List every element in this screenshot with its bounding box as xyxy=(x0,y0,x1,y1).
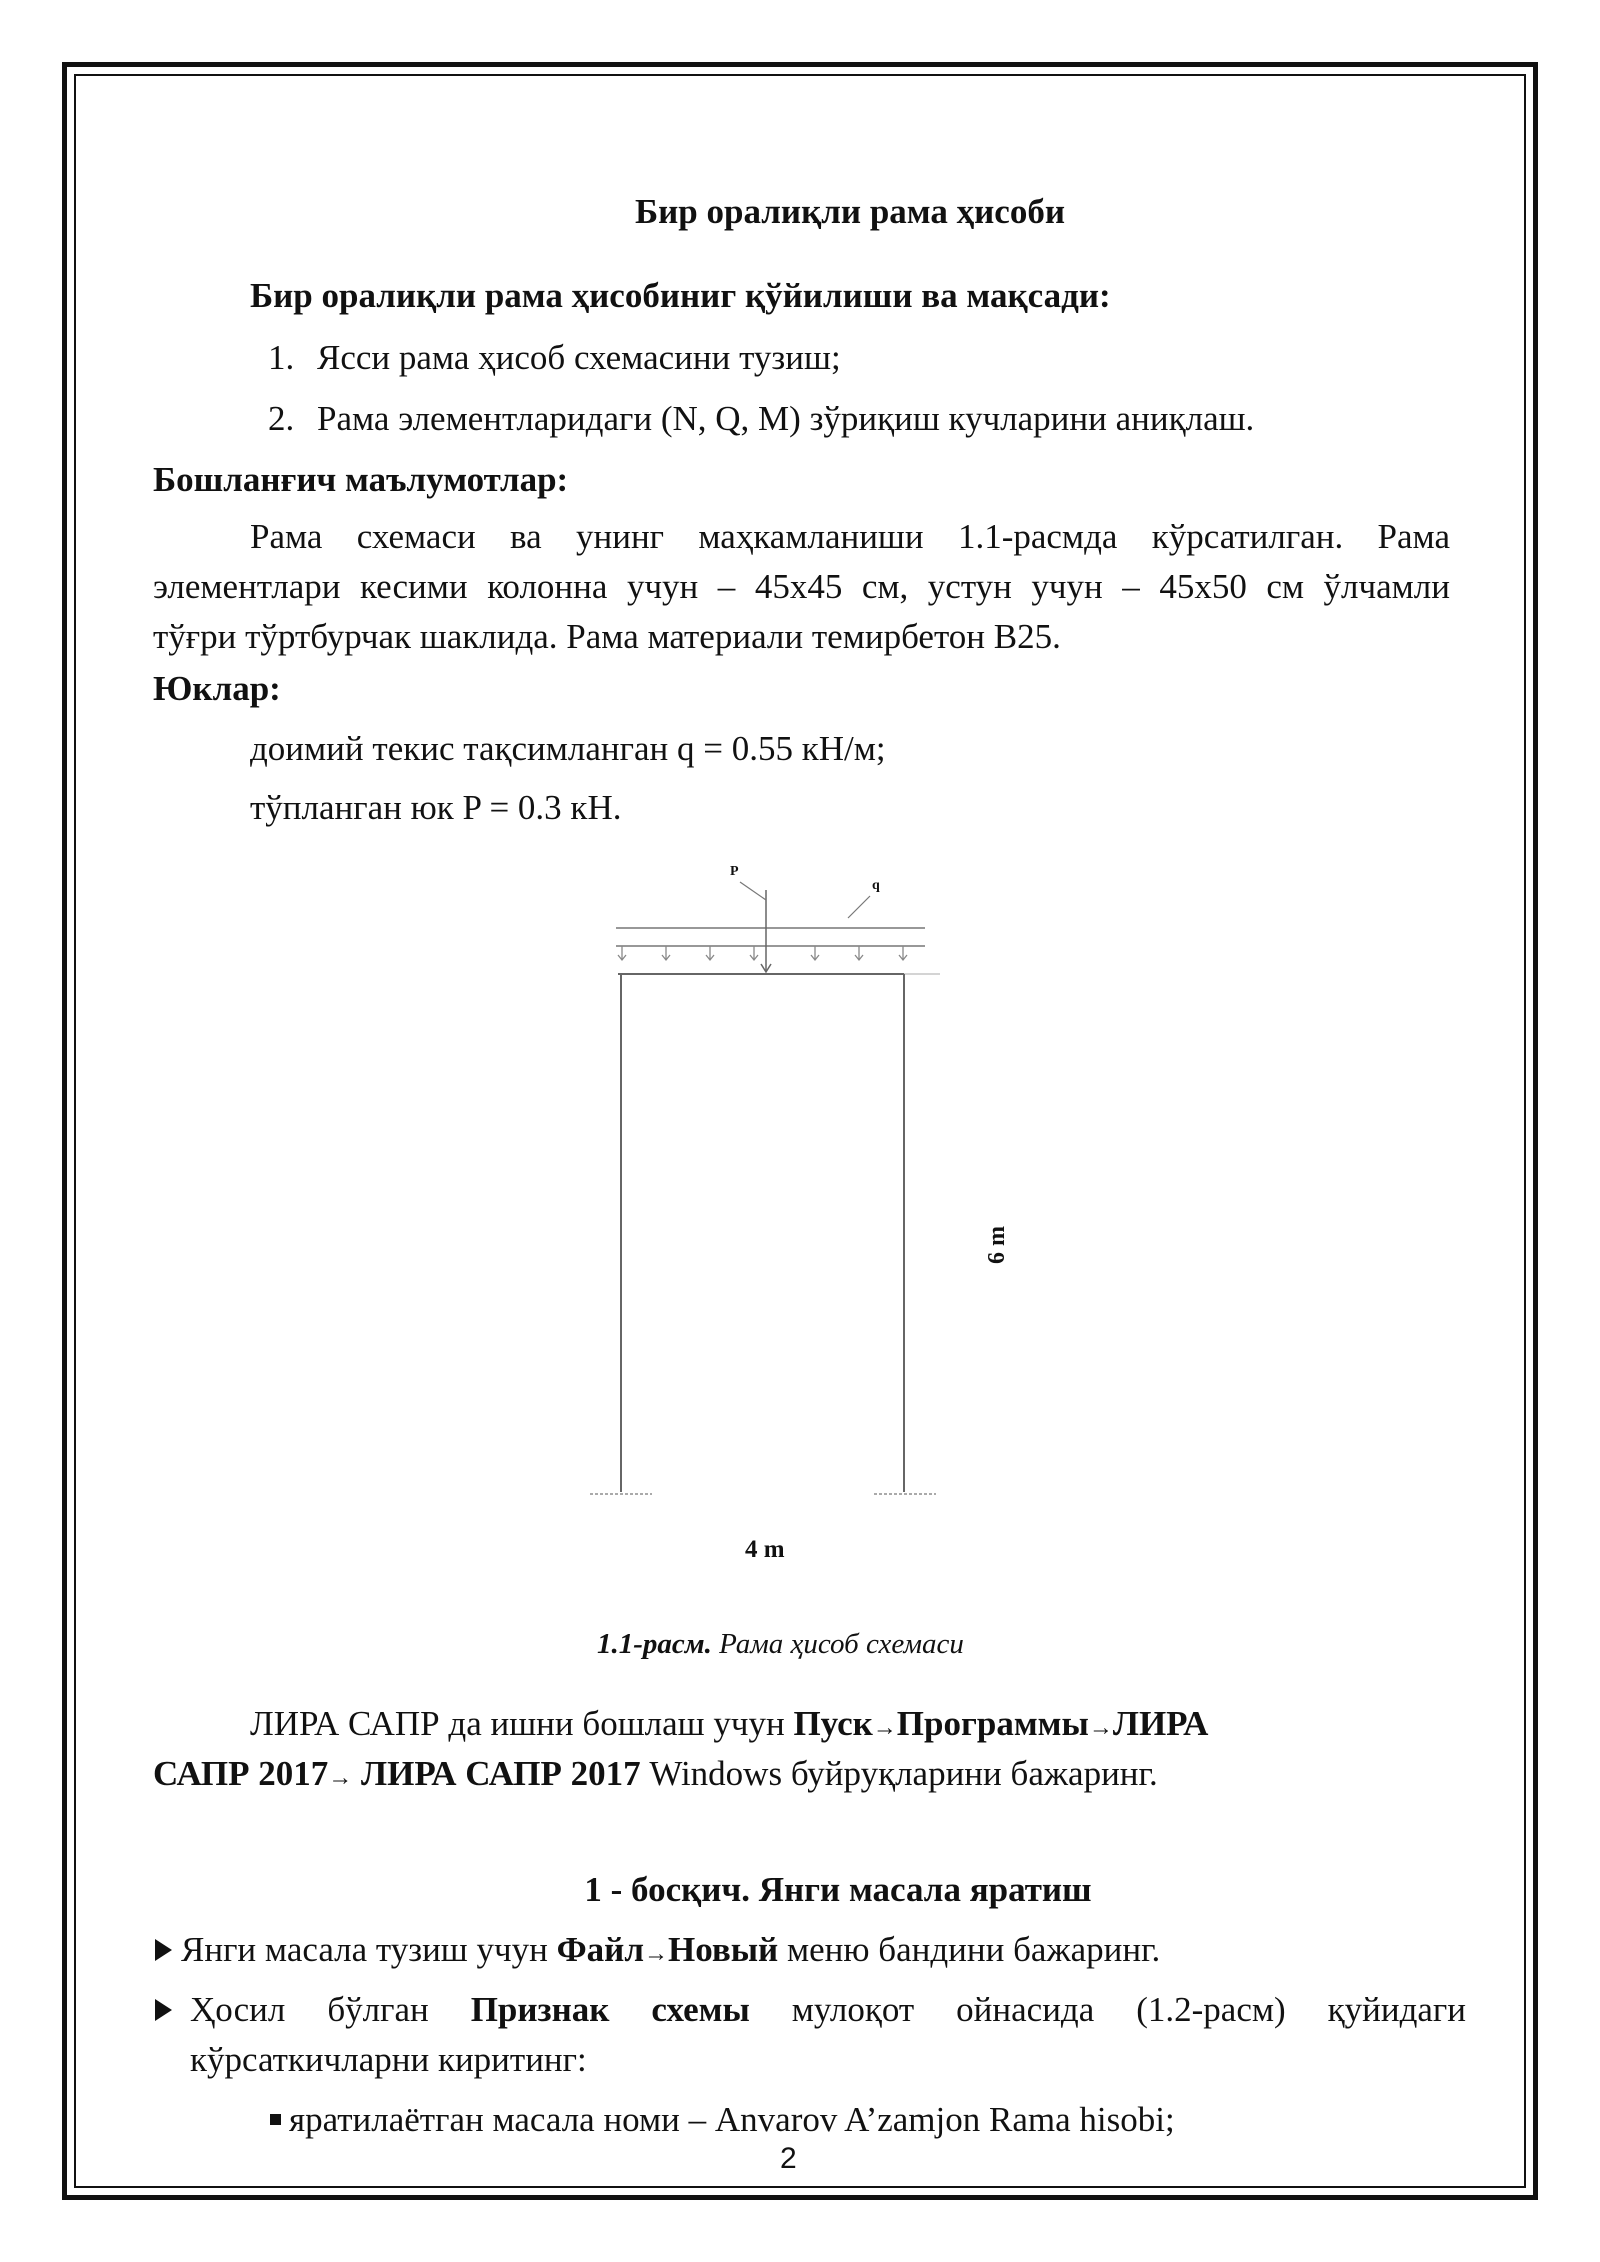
bullet-text: мулоқот ойнасида (1.2-расм) қуйидаги xyxy=(749,1990,1467,2029)
launch-text: Windows буйруқларини бажаринг. xyxy=(640,1754,1158,1793)
page-number: 2 xyxy=(780,2142,797,2175)
sub-item-text: яратилаётган масала номи – Anvarov A’zamjon Rama hisobi; xyxy=(289,2100,1175,2139)
span-dimension-label: 4 m xyxy=(745,1536,785,1563)
document-title: Бир оралиқли рама ҳисоби xyxy=(635,192,1065,231)
load-distributed: доимий текис тақсимланган q = 0.55 кН/м; xyxy=(250,729,886,768)
launch-line-2 xyxy=(153,1750,1158,1802)
purpose-item-1 xyxy=(268,334,841,382)
menu-programs: Программы xyxy=(896,1704,1089,1743)
point-load-label: P xyxy=(730,864,739,879)
initial-para-line-3: тўғри тўртбурчак шаклида. Рама материали темирбетон B25. xyxy=(153,617,1061,656)
list-text: Рама элементларидаги (N, Q, M) зўриқиш кучларини аниқлаш. xyxy=(317,399,1255,438)
purpose-item-2 xyxy=(268,395,1254,443)
bullet-text: Ҳосил бўлган xyxy=(190,1990,471,2029)
menu-lira-sapr: САПР 2017 xyxy=(153,1754,329,1793)
launch-text: ЛИРА САПР да ишни бошлаш учун xyxy=(250,1704,794,1743)
height-dimension-label: 6 m xyxy=(984,1226,1010,1264)
initial-para-line-1: Рама схемаси ва унинг маҳкамланиши 1.1-расмда кўрсатилган. Рама xyxy=(250,517,1450,556)
square-bullet-icon xyxy=(270,2114,281,2125)
load-arrows xyxy=(618,946,907,960)
step1-heading: 1 - босқич. Янги масала яратиш xyxy=(584,1870,1092,1909)
bullet-text: меню бандини бажаринг. xyxy=(778,1930,1161,1969)
arrow-bullet-icon xyxy=(155,1939,172,1961)
initial-para-line-2: элементлари кесими колонна учун – 45х45 см, устун учун – 45х50 см ўлчамли xyxy=(153,567,1450,606)
caption-number: 1.1-расм. xyxy=(597,1628,712,1660)
dialog-name: Признак схемы xyxy=(470,1990,750,2029)
purpose-heading: Бир оралиқли рама ҳисобиниг қўйилиши ва мақсади: xyxy=(250,276,1111,315)
menu-start: Пуск xyxy=(793,1704,873,1743)
list-number: 2. xyxy=(268,399,295,438)
launch-line-1 xyxy=(250,1700,1208,1752)
menu-new: Новый xyxy=(667,1930,779,1969)
step1-bullet-2-line-2: кўрсаткичларни киритинг: xyxy=(190,2040,587,2079)
step1-bullet-1 xyxy=(155,1926,1160,1978)
frame-diagram xyxy=(560,860,1040,1580)
p-leader xyxy=(740,882,766,900)
menu-lira-sapr-app: ЛИРА САПР 2017 xyxy=(352,1754,641,1793)
arrow: → xyxy=(643,1941,668,1967)
list-number: 1. xyxy=(268,338,295,377)
arrow: → xyxy=(328,1765,353,1791)
arrow-bullet-icon xyxy=(155,1999,172,2021)
list-text: Ясси рама ҳисоб схемасини тузиш; xyxy=(317,338,841,377)
loads-heading: Юклар: xyxy=(153,669,281,708)
menu-lira: ЛИРА xyxy=(1112,1704,1209,1743)
distributed-load-label: q xyxy=(872,878,880,893)
bullet-text: Янги масала тузиш учун xyxy=(181,1930,557,1969)
figure-caption xyxy=(597,1628,964,1661)
step1-sub-item xyxy=(270,2096,1175,2144)
arrow: → xyxy=(1088,1715,1113,1741)
menu-file: Файл xyxy=(556,1930,644,1969)
q-leader xyxy=(848,896,870,918)
initial-data-heading: Бошланғич маълумотлар: xyxy=(153,460,569,499)
caption-text: Рама ҳисоб схемаси xyxy=(711,1628,964,1660)
step1-bullet-2-icon-wrap xyxy=(155,1986,181,2034)
arrow: → xyxy=(872,1715,897,1741)
load-point: тўпланган юк P = 0.3 кН. xyxy=(250,788,622,827)
step1-bullet-2-line-1 xyxy=(190,1986,1466,2034)
